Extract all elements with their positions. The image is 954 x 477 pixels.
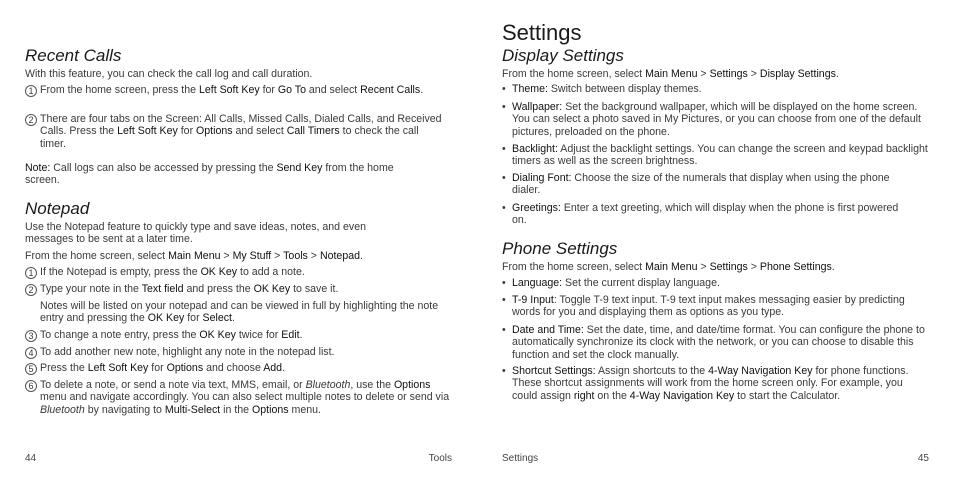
list-item: • Backlight: Adjust the backlight settings. You can change the screen and keypad backlight timers as well as the screen brightness. — [502, 143, 928, 168]
phone-settings-path: From the home screen, select Main Menu > Settings > Phone Settings. — [502, 261, 835, 273]
list-item: • Date and Time: Set the date, time, and date/time format. You can configure the phone to automatically synchronize its clock with the network, or you can choose to disable this function and set the clock manually. — [502, 324, 925, 361]
step-text: Press the Left Soft Key for Options and choose Add. — [40, 362, 286, 374]
page-number: 45 — [917, 453, 929, 464]
recent-calls-step-2 — [25, 113, 453, 153]
list-item: • T-9 Input: Toggle T-9 text input. T-9 text input makes messaging easier by predicting words for you and displaying them as options as you type. — [502, 294, 905, 319]
list-item: • Wallpaper: Set the background wallpaper, which will be displayed on the home screen. You can select a photo saved in My Pictures, or you can choose from one of the default pictures, preloaded on the phone. — [502, 101, 921, 138]
step-text: To change a note entry, press the OK Key twice for Edit. — [40, 329, 303, 341]
step-text: From the home screen, press the Left Soft Key for Go To and select Recent Calls. — [40, 84, 424, 96]
step-text: If the Notepad is empty, press the OK Key to add a note. — [40, 266, 305, 278]
display-settings-heading: Display Settings — [502, 46, 624, 65]
notepad-step-5 — [25, 362, 453, 376]
step-text: Type your note in the Text field and press the OK Key to save it. — [40, 283, 339, 295]
step-number: 6 — [25, 380, 37, 392]
notepad-step-1 — [25, 266, 453, 280]
page-number: 44 — [25, 453, 37, 464]
step-number: 3 — [25, 330, 37, 342]
list-item: • Greetings: Enter a text greeting, which will display when the phone is first powered on. — [502, 202, 899, 227]
page-title: Settings — [502, 20, 582, 45]
left-page — [25, 0, 453, 477]
step-number: 2 — [25, 114, 37, 126]
bullet: • — [502, 365, 506, 377]
right-page — [502, 0, 930, 477]
notepad-intro: Use the Notepad feature to quickly type and save ideas, notes, and even messages to be sent at a later time. — [25, 221, 366, 246]
display-settings-path: From the home screen, select Main Menu > Settings > Display Settings. — [502, 68, 839, 80]
step-text: To delete a note, or send a note via text, MMS, email, or Bluetooth, use the Options menu and navigate accordingly. You can also select multiple notes to delete or send via Bluetooth by navigating to Multi-Select in the Options menu. — [40, 379, 450, 416]
step-number: 5 — [25, 363, 37, 375]
step-text: To add another new note, highlight any note in the notepad list. — [40, 346, 335, 358]
notepad-step-3 — [25, 329, 453, 343]
recent-calls-heading: Recent Calls — [25, 46, 122, 65]
list-item: • Language: Set the current display language. — [502, 277, 720, 289]
phone-settings-heading: Phone Settings — [502, 239, 618, 258]
step-text: Notes will be listed on your notepad and can be viewed in full by highlighting the note entry and pressing the OK Key for Select. — [40, 300, 439, 325]
bullet: • — [502, 324, 506, 336]
recent-calls-note: Note: Call logs can also be accessed by pressing the Send Key from the home screen. — [25, 162, 394, 187]
bullet: • — [502, 101, 506, 113]
bullet: • — [502, 277, 506, 289]
notepad-path: From the home screen, select Main Menu > My Stuff > Tools > Notepad. — [25, 250, 363, 262]
bullet: • — [502, 202, 506, 214]
step-text: There are four tabs on the Screen: All Calls, Missed Calls, Dialed Calls, and Received Calls. Press the Left Soft Key for Options and select Call Timers to check the call timer. — [40, 113, 442, 150]
step-number: 2 — [25, 284, 37, 296]
step-number: 1 — [25, 85, 37, 97]
list-item: • Theme: Switch between display themes. — [502, 83, 702, 95]
list-item: • Dialing Font: Choose the size of the numerals that display when using the phone dialer. — [502, 172, 890, 197]
recent-calls-step-1 — [25, 84, 453, 114]
bullet: • — [502, 172, 506, 184]
bullet: • — [502, 83, 506, 95]
list-item: • Shortcut Settings: Assign shortcuts to the 4-Way Navigation Key for phone functions. These shortcut assignments will work from the home screen only. For example, you could assign right on the 4-Way Navigation Key to start the Calculator. — [502, 365, 909, 402]
bullet: • — [502, 294, 506, 306]
notepad-step-2-detail — [25, 300, 453, 328]
step-number: 1 — [25, 267, 37, 279]
recent-calls-intro: With this feature, you can check the call log and call duration. — [25, 68, 313, 80]
notepad-step-6 — [25, 379, 453, 419]
notepad-step-4 — [25, 346, 453, 360]
bullet: • — [502, 143, 506, 155]
section-name: Settings — [502, 453, 539, 464]
notepad-step-2 — [25, 283, 453, 297]
step-number: 4 — [25, 347, 37, 359]
section-name: Tools — [428, 453, 452, 464]
notepad-heading: Notepad — [25, 199, 90, 218]
